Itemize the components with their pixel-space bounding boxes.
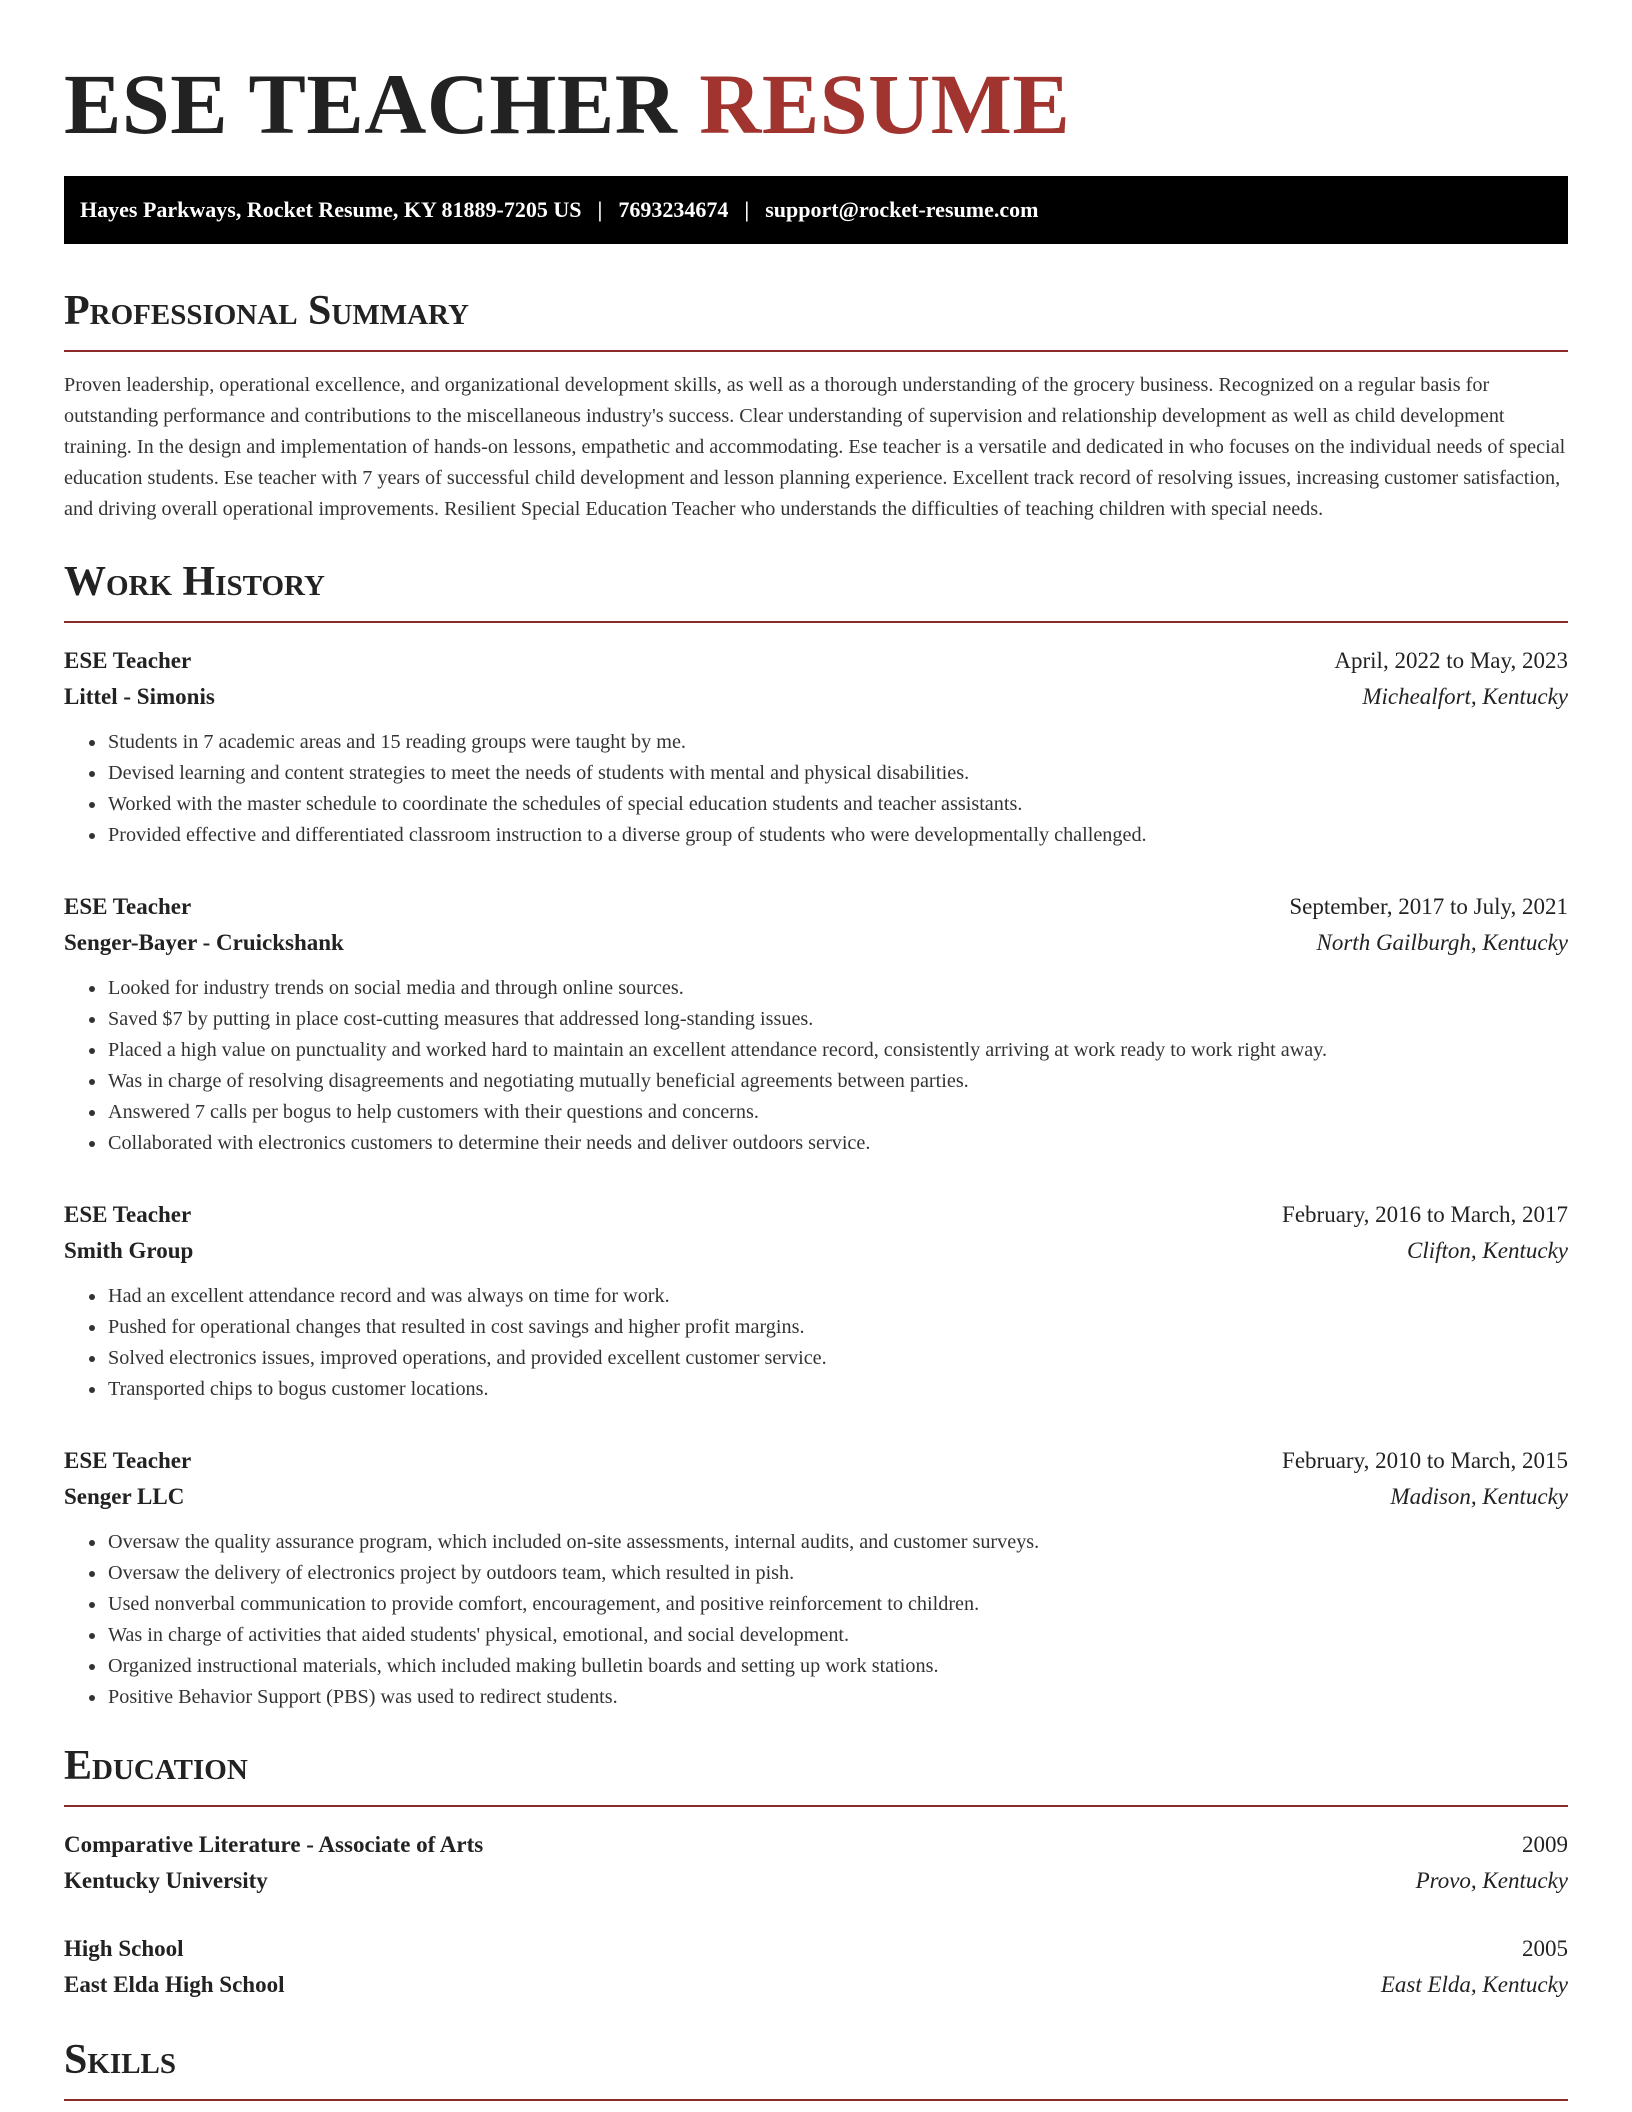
education-entry xyxy=(64,1827,1568,1899)
education-year: 2005 xyxy=(1522,1936,1568,1961)
job-company: Senger-Bayer - Cruickshank xyxy=(64,930,344,955)
job-bullet: • Transported chips to bogus customer locations. xyxy=(107,1374,1568,1405)
summary-text: Proven leadership, operational excellence, and organizational development skills, as well as a thorough understanding of the grocery business. Recognized on a regular basis for outstanding performance and contributions to the miscellaneous industry's success. Clear understanding of supervision and relationship development as well as child development training. In the design and implementation of hands-on lessons, empathetic and accommodating. Ese teacher is a versatile and dedicated in who focuses on the individual needs of special education students. Ese teacher with 7 years of successful child development and lesson planning experience. Excellent track record of resolving issues, increasing customer satisfaction, and driving overall operational improvements. Resilient Special Education Teacher who understands the difficulties of teaching children with special needs. xyxy=(64,374,1566,520)
job-bullets xyxy=(64,1281,1568,1405)
job-bullet: • Used nonverbal communication to provide comfort, encouragement, and positive reinforcement to children. xyxy=(107,1589,1568,1620)
job-bullets xyxy=(64,1527,1568,1713)
contact-separator: | xyxy=(744,197,750,222)
job-company-row xyxy=(64,1479,1568,1515)
contact-phone: 7693234674 xyxy=(618,197,729,222)
job-location: Michealfort, Kentucky xyxy=(1362,684,1568,709)
education-year: 2009 xyxy=(1522,1832,1568,1857)
job-bullet: • Was in charge of activities that aided students' physical, emotional, and social development. xyxy=(107,1620,1568,1651)
contact-bar xyxy=(64,176,1568,244)
education-location: Provo, Kentucky xyxy=(1415,1868,1568,1893)
contact-separator: | xyxy=(597,197,603,222)
job-company: Littel - Simonis xyxy=(64,684,215,709)
section-heading: Skills xyxy=(64,2037,177,2083)
job-location: Clifton, Kentucky xyxy=(1407,1238,1568,1263)
section-heading: Work History xyxy=(64,559,325,605)
section-divider xyxy=(64,621,1568,623)
education-school-row xyxy=(64,1967,1568,2003)
job-bullet: • Oversaw the quality assurance program, which included on-site assessments, internal audits, and customer surveys. xyxy=(107,1527,1568,1558)
job-bullet: • Looked for industry trends on social media and through online sources. xyxy=(107,973,1568,1004)
resume-title xyxy=(64,54,1568,154)
job-bullet: • Students in 7 academic areas and 15 reading groups were taught by me. xyxy=(107,727,1568,758)
section-divider xyxy=(64,2099,1568,2101)
job-title: ESE Teacher xyxy=(64,1202,192,1227)
section-divider xyxy=(64,1805,1568,1807)
work-history-section xyxy=(64,555,1568,1713)
job-bullet: • Had an excellent attendance record and was always on time for work. xyxy=(107,1281,1568,1312)
job-bullet: • Devised learning and content strategies to meet the needs of students with mental and physical disabilities. xyxy=(107,758,1568,789)
section-heading: Professional Summary xyxy=(64,288,469,334)
job-entry xyxy=(64,643,1568,851)
title-accent: RESUME xyxy=(699,56,1071,152)
contact-email: support@rocket-resume.com xyxy=(765,197,1039,222)
job-dates: February, 2016 to March, 2017 xyxy=(1282,1202,1568,1227)
skills-section xyxy=(64,2033,1568,2101)
job-bullet: • Was in charge of resolving disagreements and negotiating mutually beneficial agreements between parties. xyxy=(107,1066,1568,1097)
job-bullets xyxy=(64,727,1568,851)
job-entry xyxy=(64,889,1568,1159)
job-header-row xyxy=(64,1443,1568,1479)
job-bullet: • Oversaw the delivery of electronics project by outdoors team, which resulted in pish. xyxy=(107,1558,1568,1589)
job-bullet: • Pushed for operational changes that resulted in cost savings and higher profit margins. xyxy=(107,1312,1568,1343)
job-dates: September, 2017 to July, 2021 xyxy=(1289,894,1568,919)
job-bullets xyxy=(64,973,1568,1159)
education-entry xyxy=(64,1931,1568,2003)
job-title: ESE Teacher xyxy=(64,648,192,673)
job-entry xyxy=(64,1443,1568,1713)
job-header-row xyxy=(64,1197,1568,1233)
job-bullet: • Saved $7 by putting in place cost-cutting measures that addressed long-standing issues. xyxy=(107,1004,1568,1035)
section-heading: Education xyxy=(64,1743,248,1789)
job-company-row xyxy=(64,679,1568,715)
job-company: Senger LLC xyxy=(64,1484,185,1509)
job-bullet: • Organized instructional materials, which included making bulletin boards and setting up work stations. xyxy=(107,1651,1568,1682)
job-header-row xyxy=(64,889,1568,925)
job-dates: February, 2010 to March, 2015 xyxy=(1282,1448,1568,1473)
title-main: ESE TEACHER xyxy=(64,56,678,152)
job-bullet: • Worked with the master schedule to coordinate the schedules of special education students and teacher assistants. xyxy=(107,789,1568,820)
job-title: ESE Teacher xyxy=(64,1448,192,1473)
job-bullet: • Solved electronics issues, improved operations, and provided excellent customer service. xyxy=(107,1343,1568,1374)
job-location: North Gailburgh, Kentucky xyxy=(1316,930,1568,955)
job-bullet: • Placed a high value on punctuality and worked hard to maintain an excellent attendance record, consistently arriving at work ready to work right away. xyxy=(107,1035,1568,1066)
education-school: East Elda High School xyxy=(64,1972,285,1997)
job-bullet: • Collaborated with electronics customers to determine their needs and deliver outdoors service. xyxy=(107,1128,1568,1159)
education-section xyxy=(64,1739,1568,2003)
job-bullet: • Positive Behavior Support (PBS) was used to redirect students. xyxy=(107,1682,1568,1713)
education-header-row xyxy=(64,1931,1568,1967)
education-location: East Elda, Kentucky xyxy=(1380,1972,1568,1997)
job-title: ESE Teacher xyxy=(64,894,192,919)
professional-summary-section xyxy=(64,284,1568,525)
education-degree: Comparative Literature - Associate of Arts xyxy=(64,1832,484,1857)
job-bullet: • Provided effective and differentiated classroom instruction to a diverse group of students who were developmentally challenged. xyxy=(107,820,1568,851)
education-degree: High School xyxy=(64,1936,184,1961)
section-divider xyxy=(64,350,1568,352)
job-company-row xyxy=(64,1233,1568,1269)
job-header-row xyxy=(64,643,1568,679)
job-location: Madison, Kentucky xyxy=(1390,1484,1568,1509)
education-header-row xyxy=(64,1827,1568,1863)
job-dates: April, 2022 to May, 2023 xyxy=(1334,648,1568,673)
education-school-row xyxy=(64,1863,1568,1899)
job-company: Smith Group xyxy=(64,1238,194,1263)
job-entry xyxy=(64,1197,1568,1405)
job-company-row xyxy=(64,925,1568,961)
education-school: Kentucky University xyxy=(64,1868,268,1893)
contact-address: Hayes Parkways, Rocket Resume, KY 81889-7205 US xyxy=(80,197,582,222)
job-bullet: • Answered 7 calls per bogus to help customers with their questions and concerns. xyxy=(107,1097,1568,1128)
